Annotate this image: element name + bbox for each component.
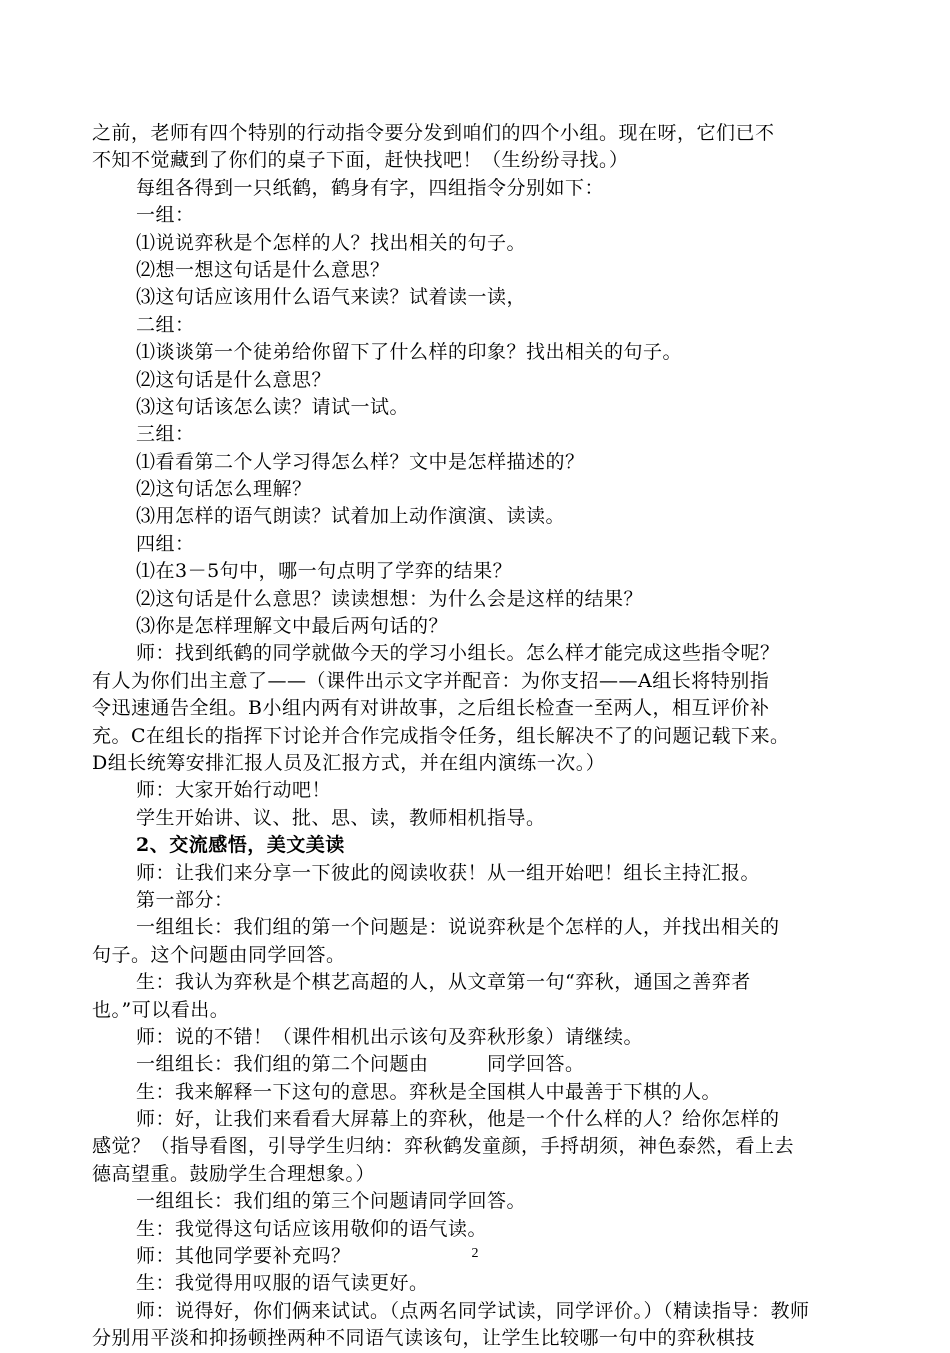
group-heading: 四组：	[136, 532, 195, 555]
instruction-item: ⑴看看第二个人学习得怎么样？文中是怎样描述的？	[136, 450, 585, 473]
instruction-item: ⑴谈谈第一个徒弟给你留下了什么样的印象？找出相关的句子。	[136, 341, 683, 364]
page-number: 2	[471, 1246, 479, 1261]
text-line: 师：说得好，你们俩来试试。（点两名同学试读，同学评价。）（精读指导：教师	[136, 1299, 810, 1322]
text-line: 句子。这个问题由同学回答。	[92, 943, 346, 966]
instruction-item: ⑶你是怎样理解文中最后两句话的？	[136, 615, 449, 638]
text-line: 学生开始讲、议、批、思、读，教师相机指导。	[136, 806, 546, 829]
instruction-item: ⑵想一想这句话是什么意思？	[136, 258, 390, 281]
instruction-item: ⑵这句话怎么理解？	[136, 478, 312, 501]
text-line: 一组组长：我们组的第一个问题是：说说弈秋是个怎样的人，并找出相关的	[136, 916, 780, 939]
instruction-item: ⑵这句话是什么意思？读读想想：为什么会是这样的结果？	[136, 587, 644, 610]
text-line: 感觉？（指导看图，引导学生归纳：弈秋鹤发童颜，手捋胡须，神色泰然，看上去	[92, 1135, 795, 1158]
group-heading: 三组：	[136, 423, 195, 446]
text-line: 生：我来解释一下这句的意思。弈秋是全国棋人中最善于下棋的人。	[136, 1080, 722, 1103]
instruction-item: ⑵这句话是什么意思？	[136, 368, 332, 391]
text-line: 一组组长：我们组的第三个问题请同学回答。	[136, 1190, 527, 1213]
text-line: D组长统筹安排汇报人员及汇报方式，并在组内演练一次。）	[92, 751, 606, 774]
text-line: 生：我认为弈秋是个棋艺高超的人，从文章第一句“弈秋，通国之善弈者	[136, 971, 751, 994]
text-line: 令迅速通告全组。B小组内两有对讲故事，之后组长检查一至两人，相互评价补	[92, 697, 770, 720]
instruction-item: ⑴说说弈秋是个怎样的人？找出相关的句子。	[136, 231, 527, 254]
text-line: 分别用平淡和抑扬顿挫两种不同语气读该句，让学生比较哪一句中的弈秋棋技	[92, 1327, 756, 1350]
text-line: 每组各得到一只纸鹤，鹤身有字，四组指令分别如下：	[136, 176, 605, 199]
text-line: 师：说的不错！（课件相机出示该句及弈秋形象）请继续。	[136, 1025, 644, 1048]
text-line: 师：找到纸鹤的同学就做今天的学习小组长。怎么样才能完成这些指令呢？	[136, 642, 780, 665]
text-line: 不知不觉藏到了你们的桌子下面，赶快找吧！（生纷纷寻找。）	[92, 149, 629, 172]
text-line: 第一部分：	[136, 888, 234, 911]
text-line: 有人为你们出主意了——（课件出示文字并配音：为你支招——A组长将特别指	[92, 669, 770, 692]
text-line: 充。C在组长的指挥下讨论并合作完成指令任务，组长解决不了的问题记载下来。	[92, 724, 790, 747]
section-heading: 2、交流感悟，美文美读	[136, 834, 345, 857]
instruction-item: ⑴在3－5句中，哪一句点明了学弈的结果？	[136, 560, 513, 583]
text-line: 师：其他同学要补充吗？	[136, 1245, 351, 1268]
body-text	[92, 120, 872, 1353]
text-line: 生：我觉得这句话应该用敬仰的语气读。	[136, 1217, 488, 1240]
instruction-item: ⑶这句话该怎么读？请试一试。	[136, 395, 410, 418]
text-line: 师：让我们来分享一下彼此的阅读收获！从一组开始吧！组长主持汇报。	[136, 861, 761, 884]
text-line: 一组组长：我们组的第二个问题由 同学回答。	[136, 1053, 585, 1076]
text-line: 也。”可以看出。	[92, 998, 230, 1021]
text-line: 师：大家开始行动吧！	[136, 779, 332, 802]
text-line: 师：好，让我们来看看大屏幕上的弈秋，他是一个什么样的人？给你怎样的	[136, 1108, 780, 1131]
text-line: 生：我觉得用叹服的语气读更好。	[136, 1272, 429, 1295]
text-line: 之前，老师有四个特别的行动指令要分发到咱们的四个小组。现在呀，它们已不	[92, 122, 775, 144]
text-line: 德高望重。鼓励学生合理想象。）	[92, 1162, 376, 1185]
group-heading: 二组：	[136, 313, 195, 336]
instruction-item: ⑶用怎样的语气朗读？试着加上动作演演、读读。	[136, 505, 566, 528]
instruction-item: ⑶这句话应该用什么语气来读？试着读一读，	[136, 286, 527, 309]
group-heading: 一组：	[136, 204, 195, 227]
